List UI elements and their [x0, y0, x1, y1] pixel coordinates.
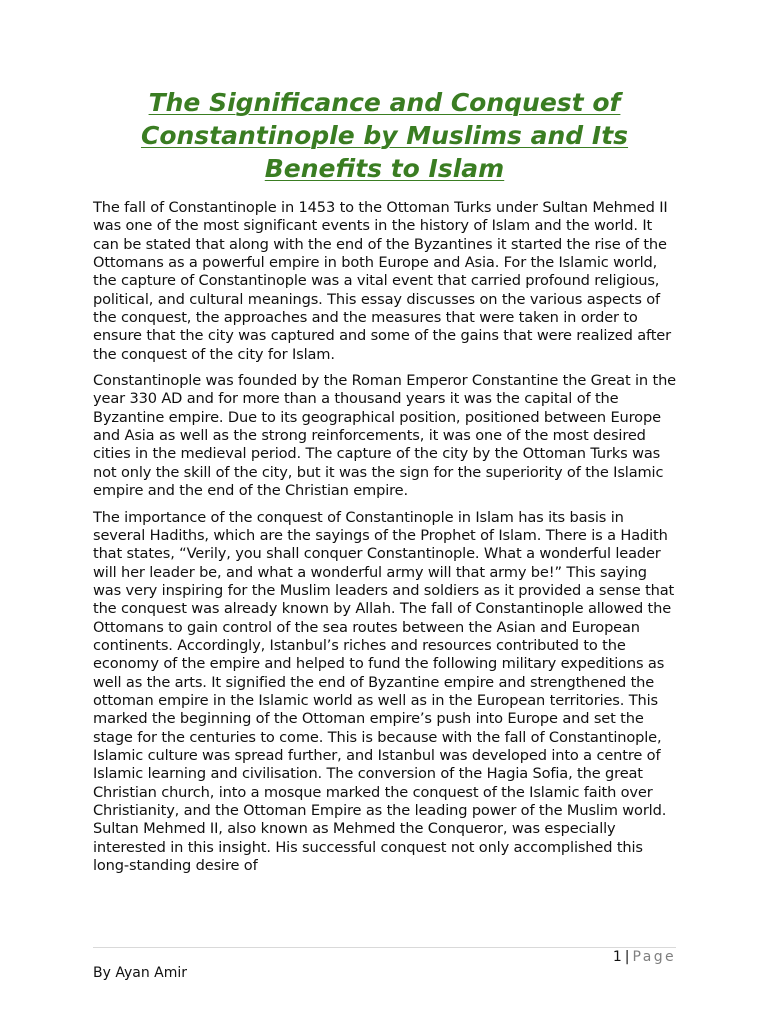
author-line: By Ayan Amir	[93, 965, 188, 981]
page-number: 1	[612, 949, 622, 965]
document-body	[93, 199, 676, 875]
page-label: Page	[632, 949, 676, 965]
page-separator: |	[624, 949, 630, 965]
paragraph-2: Constantinople was founded by the Roman Emperor Constantine the Great in the year 330 AD and for more than a thousand years it was the capital of the Byzantine empire. Due to its geographical position, positioned between Europe and Asia as well as the strong reinforcements, it was one of the most desired cities in the medieval period. The capture of the city by the Ottoman Turks was not only the skill of the city, but it was the sign for the superiority of the Islamic empire and the end of the Christian empire.	[93, 372, 677, 500]
footer-divider	[93, 947, 676, 948]
document-page	[93, 86, 676, 883]
paragraph-1: The fall of Constantinople in 1453 to the Ottoman Turks under Sultan Mehmed II was one of the most significant events in the history of Islam and the world. It can be stated that along with the end of the Byzantines it started the rise of the Ottomans as a powerful empire in both Europe and Asia. For the Islamic world, the capture of Constantinople was a vital event that carried profound religious, political, and cultural meanings. This essay discusses on the various aspects of the conquest, the approaches and the measures that were taken in order to ensure that the city was captured and some of the gains that were realized after the conquest of the city for Islam.	[93, 199, 671, 363]
paragraph-3: The importance of the conquest of Constantinople in Islam has its basis in several Hadiths, which are the sayings of the Prophet of Islam. There is a Hadith that states, “Verily, you shall conquer Constantinople. What a wonderful leader will her leader be, and what a wonderful army will that army be!” This saying was very inspiring for the Muslim leaders and soldiers as it provided a sense that the conquest was already known by Allah. The fall of Constantinople allowed the Ottomans to gain control of the sea routes between the Asian and European continents. Accordingly, Istanbul’s riches and resources contributed to the economy of the empire and helped to fund the following military expeditions as well as the arts. It signified the end of Byzantine empire and strengthened the ottoman empire in the Islamic world as well as in the European territories. This marked the beginning of the Ottoman empire’s push into Europe and set the stage for the centuries to come. This is because with the fall of Constantinople, Islamic culture was spread further, and Istanbul was developed into a centre of Islamic learning and civilisation. The conversion of the Hagia Sofia, the great Christian church, into a mosque marked the conquest of the Islamic faith over Christianity, and the Ottoman Empire as the leading power of the Muslim world. Sultan Mehmed II, also known as Mehmed the Conqueror, was especially interested in this insight. His successful conquest not only accomplished this long-standing desire of	[93, 508, 675, 875]
document-title: The Significance and Conquest of Constantinople by Muslims and Its Benefits to Islam	[140, 88, 629, 183]
page-number-footer	[613, 948, 676, 966]
